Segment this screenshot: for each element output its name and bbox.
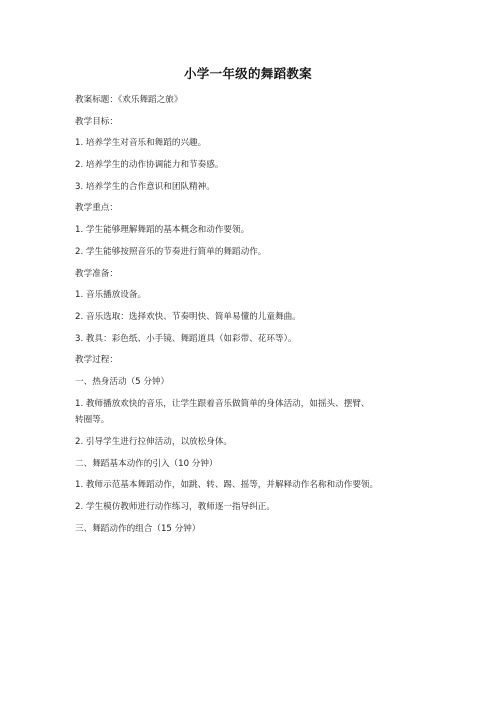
list-item: 1. 教师示范基本舞蹈动作，如跳、转、踢、摇等，并解释动作名称和动作要领。 xyxy=(75,480,379,491)
section-heading-objectives: 教学目标： xyxy=(75,116,118,127)
list-item: 1. 培养学生对音乐和舞蹈的兴趣。 xyxy=(75,138,207,149)
subsection-heading-basic-moves: 二、舞蹈基本动作的引入（10 分钟） xyxy=(75,458,218,469)
list-item: 1. 音乐播放设备。 xyxy=(75,290,147,301)
section-heading-process: 教学过程： xyxy=(75,355,118,366)
list-item: 1. 教师播放欢快的音乐，让学生跟着音乐做简单的身体活动，如摇头、摆臂、 xyxy=(75,398,370,409)
list-item: 2. 学生模仿教师进行动作练习，教师逐一指导纠正。 xyxy=(75,502,275,513)
document-title: 小学一年级的舞蹈教案 xyxy=(183,66,312,81)
list-item: 2. 音乐选取：选择欢快、节奏明快、简单易懂的儿童舞曲。 xyxy=(75,311,301,322)
subsection-heading-combination: 三、舞蹈动作的组合（15 分钟） xyxy=(75,523,201,534)
list-item: 3. 教具：彩色纸、小手镜、舞蹈道具（如彩带、花环等）。 xyxy=(75,333,297,344)
list-item: 2. 学生能够按照音乐的节奏进行简单的舞蹈动作。 xyxy=(75,246,267,257)
list-item: 2. 培养学生的动作协调能力和节奏感。 xyxy=(75,160,224,171)
subsection-heading-warmup: 一、热身活动（5 分钟） xyxy=(75,376,170,387)
document-body xyxy=(75,95,425,545)
list-item: 3. 培养学生的合作意识和团队精神。 xyxy=(75,181,215,192)
section-heading-preparation: 教学准备： xyxy=(75,268,118,279)
lesson-title-line: 教案标题：《欢乐舞蹈之旅》 xyxy=(75,95,183,105)
list-item-continuation: 转圈等。 xyxy=(75,415,110,426)
list-item: 2. 引导学生进行拉伸活动，以放松身体。 xyxy=(75,437,233,447)
list-item: 1. 学生能够理解舞蹈的基本概念和动作要领。 xyxy=(75,225,250,236)
section-heading-key-points: 教学重点： xyxy=(75,203,118,214)
